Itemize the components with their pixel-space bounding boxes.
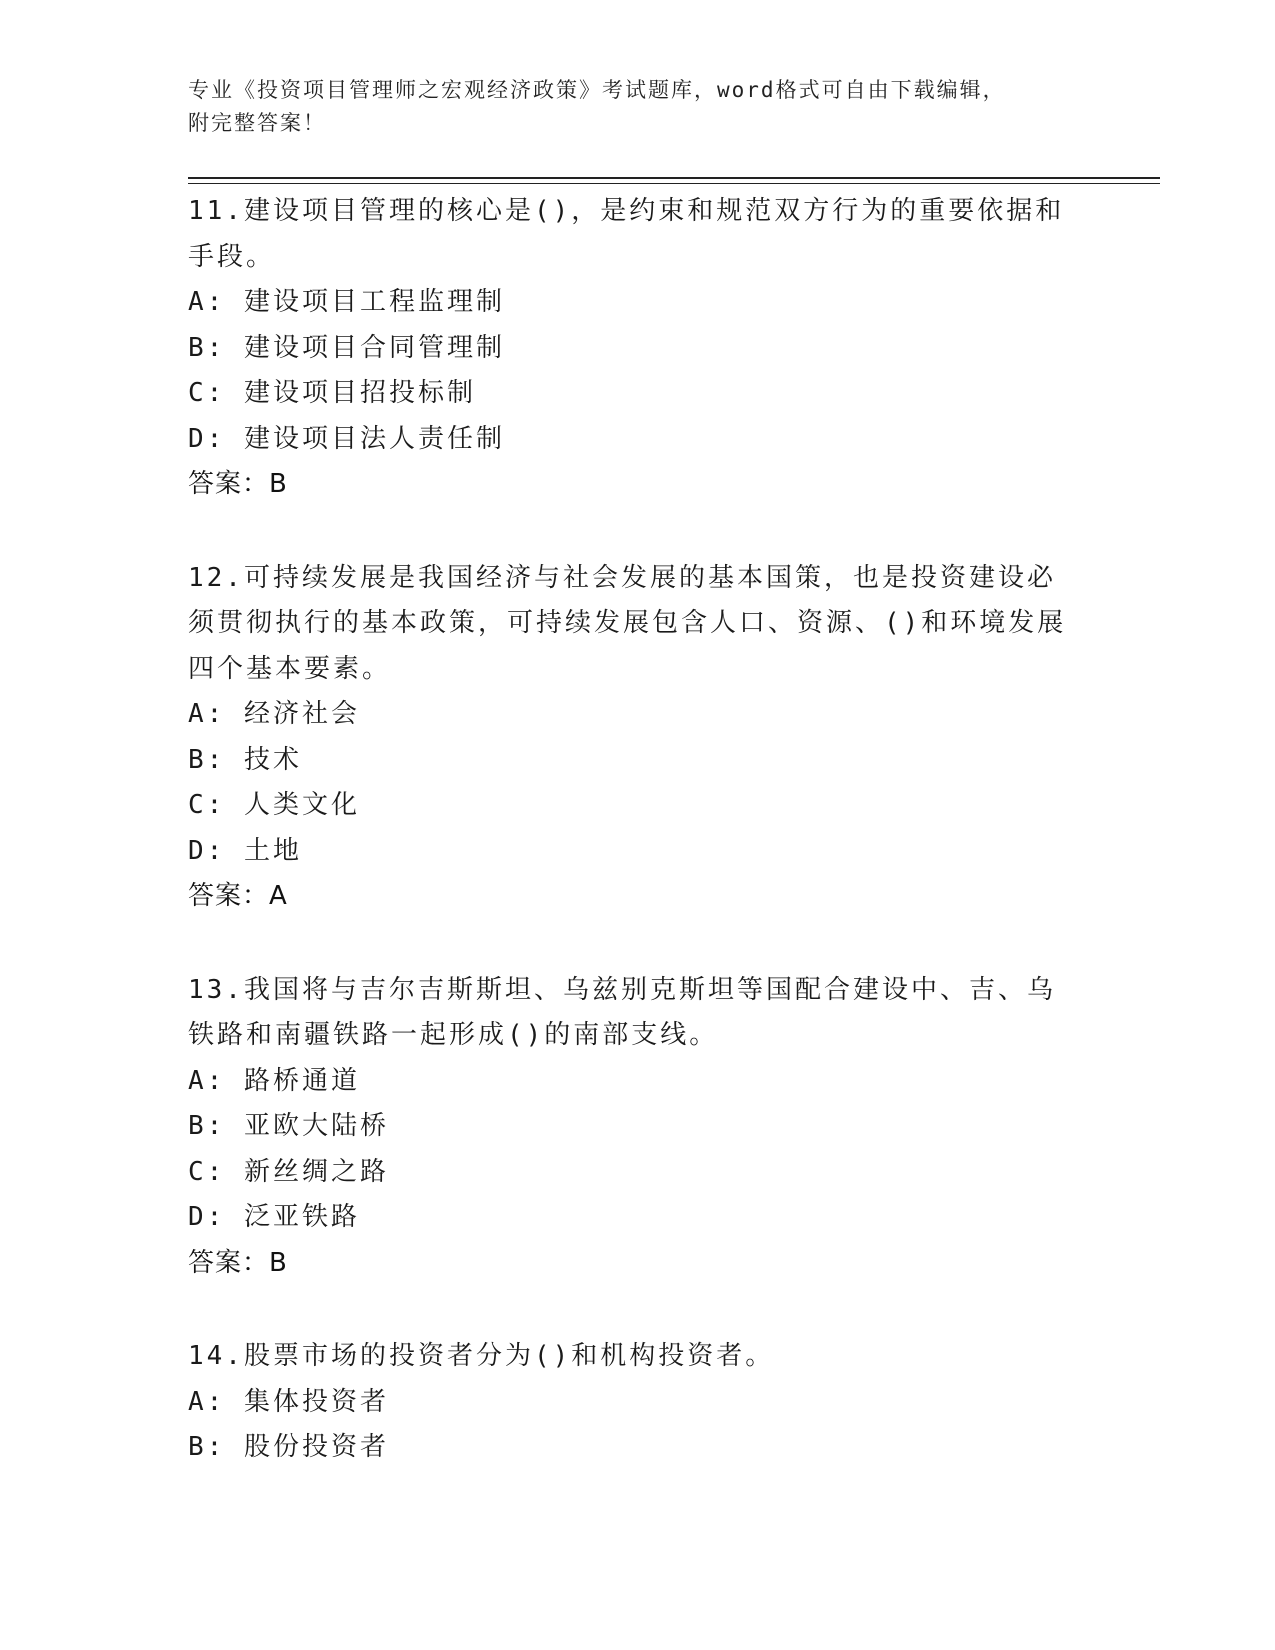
option-c: C: 建设项目招投标制 [188,378,476,408]
header-divider-thin [188,183,1160,184]
question-text: 13.我国将与吉尔吉斯斯坦、乌兹别克斯坦等国配合建设中、吉、乌铁路和南疆铁路一起形成()的南部支线。 [188,974,1056,1050]
question-text: 11.建设项目管理的核心是()，是约束和规范双方行为的重要依据和手段。 [188,196,1065,272]
option-b: B: 亚欧大陆桥 [188,1111,389,1141]
option-a: A: 集体投资者 [188,1386,389,1417]
option-a: A: 建设项目工程监理制 [188,287,505,317]
header-divider-thick [188,177,1160,179]
option-d: D: 土地 [188,835,302,866]
option-a: A: 经济社会 [188,699,360,729]
option-d: D: 泛亚铁路 [188,1202,360,1232]
answer-line: 答案：A [188,881,288,911]
option-c: C: 新丝绸之路 [188,1156,389,1187]
option-b: B: 建设项目合同管理制 [188,332,505,363]
question-11 [188,189,1088,508]
answer-line: 答案：B [188,469,288,499]
option-b: B: 股份投资者 [188,1432,389,1462]
question-12 [188,556,1088,920]
question-list [188,189,1088,1471]
question-text: 12.可持续发展是我国经济与社会发展的基本国策，也是投资建设必须贯彻执行的基本政策，可持续发展包含人口、资源、()和环境发展四个基本要素。 [188,562,1067,684]
question-text: 14.股票市场的投资者分为()和机构投资者。 [188,1341,775,1371]
option-b: B: 技术 [188,744,302,775]
document-header [188,74,1068,140]
option-c: C: 人类文化 [188,790,360,820]
question-14 [188,1334,1088,1471]
question-13 [188,968,1088,1287]
header-line-1: 专业《投资项目管理师之宏观经济政策》考试题库，word格式可自由下载编辑， [188,78,1006,102]
header-line-2: 附完整答案！ [188,111,326,135]
answer-line: 答案：B [188,1247,288,1278]
option-a: A: 路桥通道 [188,1065,360,1096]
option-d: D: 建设项目法人责任制 [188,423,505,454]
